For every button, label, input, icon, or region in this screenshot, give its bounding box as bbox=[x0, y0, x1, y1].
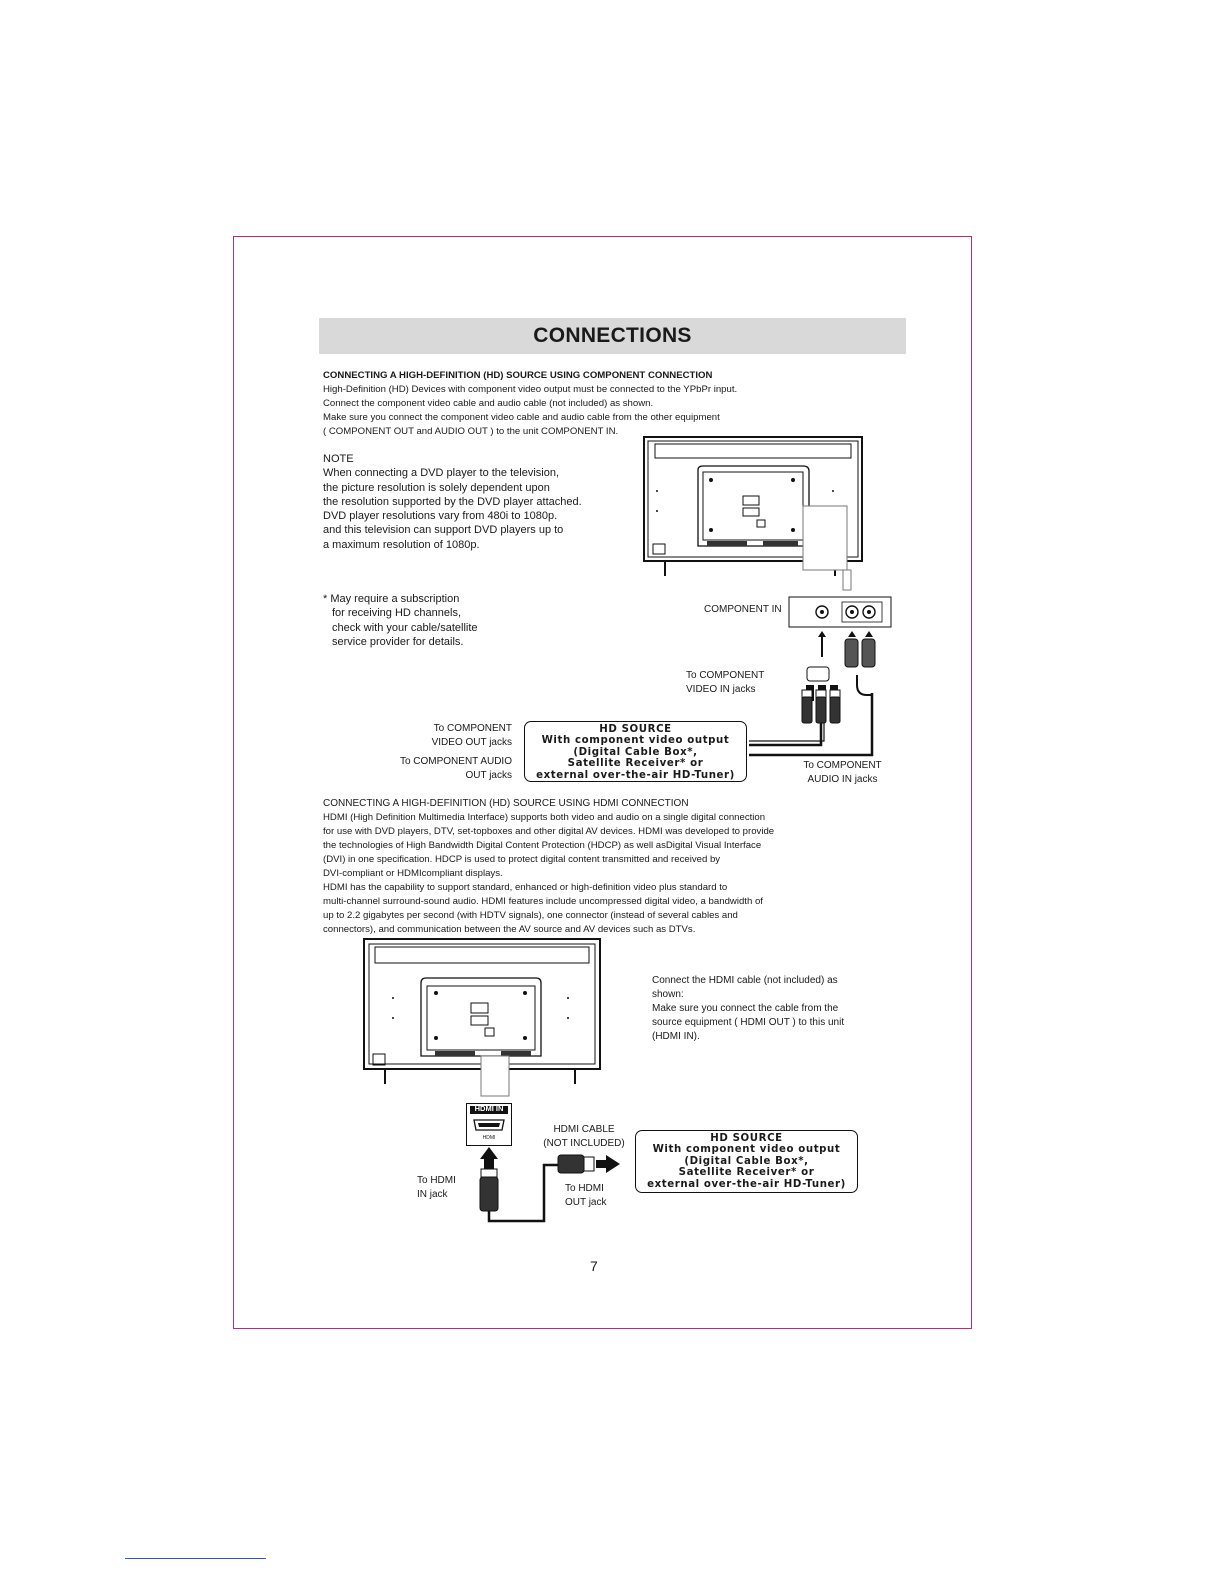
hdmi-line: DVI-compliant or HDMIcompliant displays. bbox=[323, 868, 503, 879]
to-component-video-in-line: To COMPONENT bbox=[686, 670, 765, 681]
subscription-note bbox=[323, 592, 543, 649]
to-component-video-out-line: VIDEO OUT jacks bbox=[431, 737, 512, 748]
to-hdmi-in-label bbox=[417, 1174, 456, 1202]
hdmi-line: connectors), and communication between the AV source and AV devices such as DTVs. bbox=[323, 924, 696, 935]
hdmi-in-tag: HDMI IN bbox=[474, 1104, 504, 1113]
to-component-audio-in-line: To COMPONENT bbox=[803, 760, 882, 771]
component-line: ( COMPONENT OUT and AUDIO OUT ) to the unit COMPONENT IN. bbox=[323, 426, 619, 437]
hdmi-line: multi-channel surround-sound audio. HDMI features include uncompressed digital video, a bandwidth of bbox=[323, 896, 763, 907]
to-hdmi-out-label bbox=[565, 1182, 607, 1210]
to-component-audio-out-line: To COMPONENT AUDIO bbox=[399, 756, 512, 767]
hd-source-line: Satellite Receiver* or bbox=[678, 1167, 815, 1179]
hd-source-line: HD SOURCE bbox=[599, 724, 672, 735]
hdmi-line: the technologies of High Bandwidth Digital Content Protection (HDCP) as well asDigital Visual Interface bbox=[323, 840, 762, 851]
hdmi-line: (DVI) in one specification. HDCP is used to protect digital content transmitted and received by bbox=[323, 854, 721, 865]
component-cables bbox=[744, 655, 884, 760]
hd-source-line: external over-the-air HD-Tuner) bbox=[647, 1178, 846, 1190]
note-line: the picture resolution is solely dependent upon bbox=[323, 481, 550, 494]
to-hdmi-in-line: IN jack bbox=[417, 1189, 448, 1200]
to-component-audio-in-label bbox=[790, 759, 895, 787]
hdmi-cable-label bbox=[536, 1123, 632, 1151]
component-line: Connect the component video cable and audio cable (not included) as shown. bbox=[323, 398, 654, 409]
hd-source-line: Satellite Receiver* or bbox=[567, 758, 704, 770]
component-line: High-Definition (HD) Devices with component video output must be connected to the YPbPr input. bbox=[323, 384, 738, 395]
hdmi-instruction-line: source equipment ( HDMI OUT ) to this unit bbox=[652, 1017, 845, 1028]
page-number: 7 bbox=[590, 1258, 598, 1274]
tv-back-hdmi-diagram bbox=[363, 938, 603, 1088]
hdmi-line: for use with DVD players, DTV, set-topboxes and other digital AV devices. HDMI was developed to provide bbox=[323, 826, 775, 837]
to-component-video-out-line: To COMPONENT bbox=[433, 723, 512, 734]
note-block bbox=[323, 452, 623, 552]
hdmi-instructions bbox=[652, 974, 872, 1044]
tv-back-diagram bbox=[643, 436, 868, 578]
hdmi-line: HDMI (High Definition Multimedia Interface) supports both video and audio on a single digital connection bbox=[323, 812, 766, 823]
to-component-video-out-label bbox=[380, 722, 512, 750]
hdmi-line: HDMI has the capability to support standard, enhanced or high-definition video plus standard to bbox=[323, 882, 728, 893]
note-line: the resolution supported by the DVD player attached. bbox=[323, 495, 582, 508]
hd-source-line: HD SOURCE bbox=[710, 1133, 783, 1144]
to-hdmi-out-line: To HDMI bbox=[565, 1183, 604, 1194]
hd-source-line: With component video output bbox=[541, 735, 730, 747]
subscription-line: for receiving HD channels, bbox=[332, 607, 462, 620]
component-in-label: COMPONENT IN bbox=[704, 604, 782, 615]
note-line: a maximum resolution of 1080p. bbox=[323, 538, 480, 551]
hdmi-cable-line: (NOT INCLUDED) bbox=[543, 1138, 625, 1149]
footer-rule bbox=[125, 1558, 266, 1559]
to-component-video-in-line: VIDEO IN jacks bbox=[686, 684, 756, 695]
component-line: Make sure you connect the component video cable and audio cable from the other equipment bbox=[323, 412, 720, 423]
hdmi-section bbox=[323, 797, 863, 937]
note-line: DVD player resolutions vary from 480i to 1080p. bbox=[323, 510, 558, 523]
to-hdmi-in-line: To HDMI bbox=[417, 1175, 456, 1186]
hd-source-line: external over-the-air HD-Tuner) bbox=[536, 769, 735, 781]
subscription-line: * May require a subscription bbox=[323, 593, 460, 605]
hd-source-line: With component video output bbox=[652, 1144, 841, 1156]
note-line: and this television can support DVD players up to bbox=[323, 524, 564, 537]
component-hd-source-box bbox=[524, 721, 747, 782]
subscription-line: check with your cable/satellite bbox=[332, 621, 478, 634]
to-hdmi-out-line: OUT jack bbox=[565, 1197, 607, 1208]
component-section bbox=[323, 369, 883, 439]
to-component-audio-in-line: AUDIO IN jacks bbox=[807, 774, 878, 785]
hd-source-line: (Digital Cable Box*, bbox=[573, 746, 698, 758]
to-component-audio-out-line: OUT jacks bbox=[465, 770, 512, 781]
note-heading: NOTE bbox=[323, 453, 354, 465]
title-bar bbox=[319, 318, 906, 354]
hdmi-cable bbox=[470, 1145, 640, 1227]
hdmi-port-label: HDMI bbox=[482, 1135, 496, 1141]
to-component-audio-out-label bbox=[372, 755, 512, 783]
hd-source-line: (Digital Cable Box*, bbox=[684, 1155, 809, 1167]
hdmi-heading: CONNECTING A HIGH-DEFINITION (HD) SOURCE USING HDMI CONNECTION bbox=[323, 798, 689, 809]
component-heading: CONNECTING A HIGH-DEFINITION (HD) SOURCE USING COMPONENT CONNECTION bbox=[323, 370, 713, 381]
hdmi-cable-line: HDMI CABLE bbox=[553, 1124, 615, 1135]
to-component-video-in-label bbox=[686, 669, 764, 697]
subscription-line: service provider for details. bbox=[332, 635, 464, 648]
hdmi-line: up to 2.2 gigabytes per second (with HDTV signals), one connector (instead of several cables and bbox=[323, 910, 738, 921]
page-title: CONNECTIONS bbox=[533, 324, 692, 347]
hdmi-instruction-line: shown: bbox=[652, 989, 684, 1000]
hdmi-hd-source-box bbox=[635, 1130, 858, 1193]
note-line: When connecting a DVD player to the television, bbox=[323, 467, 560, 480]
hdmi-instruction-line: Make sure you connect the cable from the bbox=[652, 1003, 839, 1014]
hdmi-instruction-line: Connect the HDMI cable (not included) as bbox=[652, 975, 838, 986]
hdmi-instruction-line: (HDMI IN). bbox=[652, 1031, 700, 1042]
